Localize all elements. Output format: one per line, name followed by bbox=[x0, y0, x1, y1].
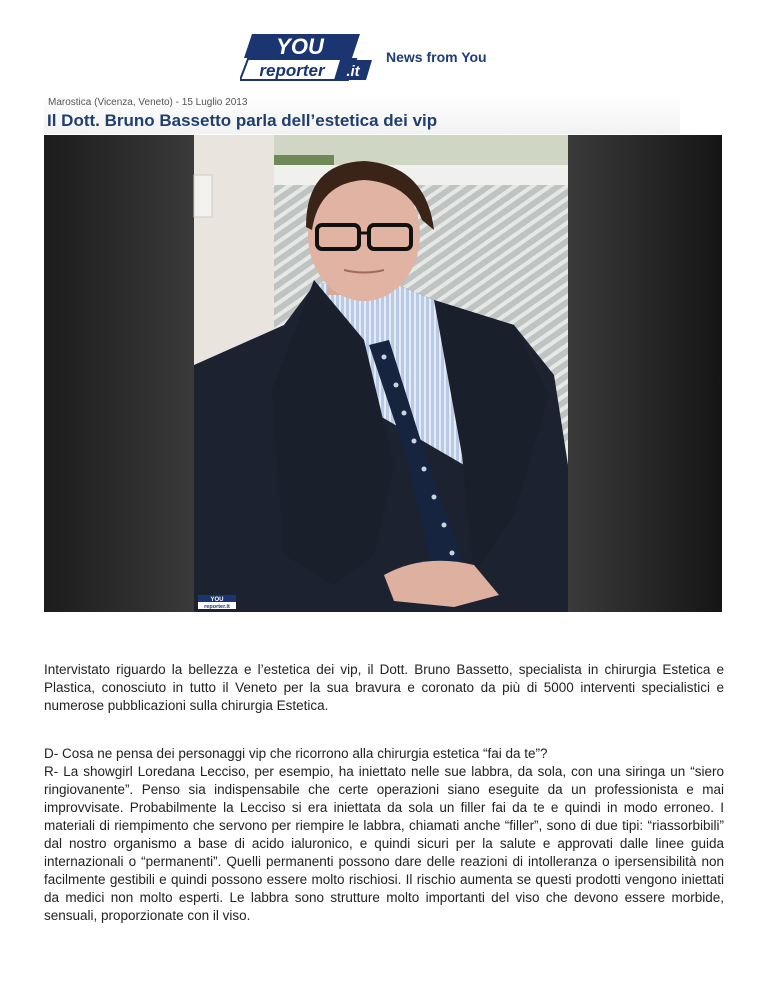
article-dateline: Marostica (Vicenza, Veneto) - 15 Luglio 2013 bbox=[48, 97, 248, 108]
youreporter-logo[interactable] bbox=[240, 32, 372, 82]
article-interview bbox=[44, 745, 724, 925]
svg-text:YOU: YOU bbox=[210, 597, 224, 603]
interview-question: D- Cosa ne pensa dei personaggi vip che ricorrono alla chirurgia estetica “fai da te”? bbox=[44, 746, 548, 761]
logo-text-top: YOU bbox=[276, 34, 324, 59]
intro-paragraph: Intervistato riguardo la bellezza e l’estetica dei vip, il Dott. Bruno Bassetto, specialista in chirurgia Estetica e Plastica, conosciuto in tutto il Veneto per la sua bravura e coronato da più di 5000 interventi specialistici e numerose pubblicazioni sulla chirurgia Estetica. bbox=[44, 662, 724, 713]
article-title: Il Dott. Bruno Bassetto parla dell’estetica dei vip bbox=[47, 111, 438, 130]
logo-text-suffix: .it bbox=[346, 63, 360, 80]
site-tagline: News from You bbox=[386, 49, 487, 65]
portrait-photo bbox=[44, 135, 722, 612]
svg-text:reporter.it: reporter.it bbox=[204, 604, 230, 609]
logo-text-bottom: reporter bbox=[259, 61, 325, 80]
photo-watermark bbox=[198, 595, 236, 609]
interview-answer: R- La showgirl Loredana Lecciso, per esempio, ha iniettato nelle sue labbra, da sola, con una siringa un “siero ringiovanente”. Penso sia indispensabile che certe operazioni siano eseguite da un professionista e mai improvvisate. Probabilmente la Lecciso si era iniettata da sola un filler fai da te e quindi in modo erroneo. I materiali di riempimento che servono per riempire le labbra, chiamati anche “filler”, sono di due tipi: “riassorbibili” dal nostro organismo a base di acido ialuronico, e quindi sicuri per la salute e approvati dalle linee guida internazionali o “permanenti”. Quelli permanenti possono dare delle reazioni di intolleranza o ipersensibilità non facilmente gestibili e quindi possono essere molto rischiosi. Il rischio aumenta se questi prodotti vengono iniettati da medici non molto esperti. Le labbra sono strutture molto importanti del viso che devono essere morbide, sensuali, proporzionate con il viso. bbox=[44, 764, 724, 923]
article-intro bbox=[44, 661, 724, 715]
